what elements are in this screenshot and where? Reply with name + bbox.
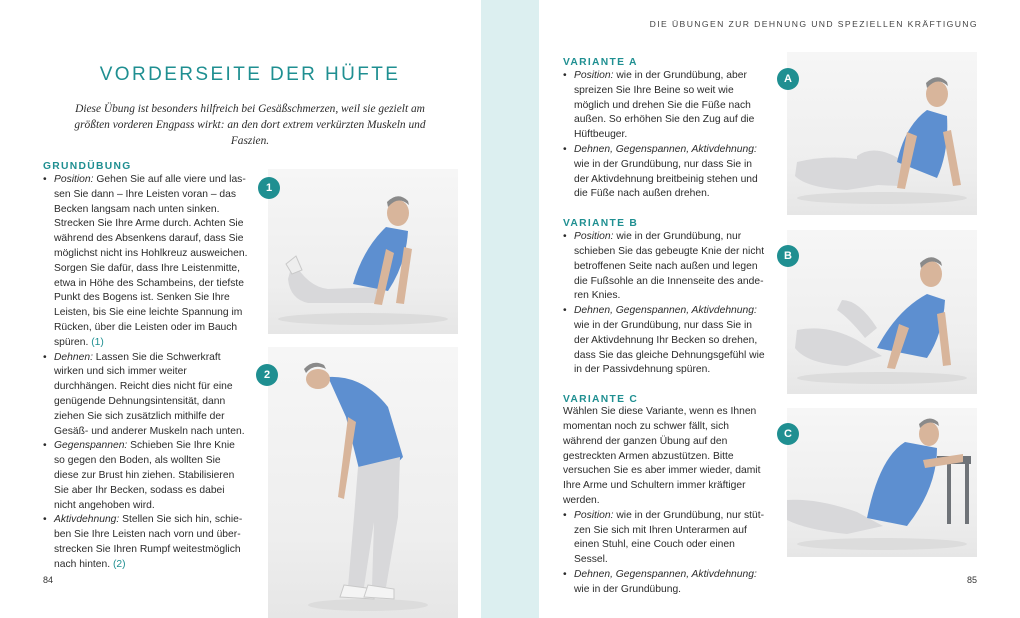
variante-c-intro: Wählen Sie diese Variante, wenn es Ihnen momentan noch zu schwer fällt, sich während der ganzen Übung auf den gestreckten Armen abzustützen. Bitte versuchen Sie es aber immer wieder, damit Ihre Arme und Schultern immer kräftiger werden. — [563, 406, 761, 506]
badge-b: B — [777, 245, 799, 267]
list-item: • Position: Gehen Sie auf alle viere und lassen Sie dann – Ihre Leisten voran – das Becken langsam nach unten sinken. Strecken Sie Ihre Arme durch. Achten Sie während des Absenkens darauf, dass Sie möglichst nicht ins Hohlkreuz ausweichen. Sorgen Sie dafür, dass Ihre Leistenmitte, etwa in Höhe des Schambeins, der tiefste Punkt des Bogens ist. Senken Sie Ihre Leisten, bis Sie eine leichte Spannung im Rücken, über die Leisten oder im Bauch spüren. (1) — [43, 173, 248, 351]
grunduebung-heading: GRUNDÜBUNG — [43, 161, 132, 172]
list-item: • Dehnen, Gegenspannen, Aktivdehnung: wie in der Grundübung, nur dass Sie in der Aktivdehnung breitbeinig stehen und die Füße nach außen drehen. — [563, 143, 768, 202]
variante-a-list — [563, 69, 768, 202]
exercise-figure-variante-b — [787, 230, 977, 394]
badge-a: A — [777, 68, 799, 90]
list-item: • Aktivdehnung: Stellen Sie sich hin, schieben Sie Ihre Leisten nach vorn und überstrecken Sie Ihren Rumpf weitestmöglich nach hinten. (2) — [43, 513, 248, 572]
page-number-left: 84 — [43, 575, 54, 585]
right-column — [563, 57, 768, 598]
photo-variante-b — [787, 230, 977, 394]
photo-variante-c — [787, 408, 977, 557]
badge-c: C — [777, 423, 799, 445]
variante-c-heading: VARIANTE C — [563, 394, 639, 406]
grunduebung-list — [43, 173, 248, 573]
list-item: • Dehnen, Gegenspannen, Aktivdehnung: wie in der Grundübung, nur dass Sie in der Aktivdehnung Ihr Becken so drehen, dass Sie das gleiche Dehnungsgefühl wie in der Passivdehnung spüren. — [563, 304, 768, 378]
list-item: • Dehnen, Gegenspannen, Aktivdehnung: wie in der Grundübung. — [563, 568, 768, 598]
running-head: DIE ÜBUNGEN ZUR DEHNUNG UND SPEZIELLEN KRÄFTIGUNG — [649, 19, 978, 29]
page-gutter — [481, 0, 539, 618]
grunduebung-section — [43, 161, 248, 573]
badge-1: 1 — [258, 177, 280, 199]
badge-2: 2 — [256, 364, 278, 386]
exercise-figure-standing — [268, 347, 458, 618]
exercise-figure-floor — [268, 169, 458, 334]
variante-a-heading: VARIANTE A — [563, 57, 638, 68]
page-title: VORDERSEITE DER HÜFTE — [99, 64, 401, 85]
list-item: • Dehnen: Lassen Sie die Schwerkraft wirken und sich immer weiter durchhängen. Reicht dies nicht für eine genügende Dehnungsintensität, dann ziehen Sie sich zusätzlich mithilfe der Gesäß- und anderer Muskeln nach unten. — [43, 351, 248, 440]
exercise-figure-variante-a — [787, 52, 977, 215]
photo-grunduebung-aktivdehnung — [268, 347, 458, 618]
list-item: • Gegenspannen: Schieben Sie Ihre Knie so gegen den Boden, als wollten Sie diese zur Brust hin ziehen. Stabilisieren Sie aber Ihr Becken, sodass es dabei nicht angehoben wird. — [43, 439, 248, 513]
photo-grunduebung-position — [268, 169, 458, 334]
photo-variante-a — [787, 52, 977, 215]
page-number-right: 85 — [967, 575, 978, 585]
intro-text: Diese Übung ist besonders hilfreich bei Gesäßschmerzen, weil sie gezielt am größten vorderen Engpass wirkt: an den dort extrem verkürzten Muskeln und Faszien. — [74, 103, 426, 147]
variante-c-list — [563, 509, 768, 598]
list-item: • Position: wie in der Grundübung, nur schieben Sie das gebeugte Knie der nicht betroffenen Seite nach außen und legen die Fußsohle an die Innenseite des anderen Knies. — [563, 230, 768, 304]
variante-b-list — [563, 230, 768, 378]
exercise-figure-variante-c — [787, 408, 977, 557]
list-item: • Position: wie in der Grundübung, aber spreizen Sie Ihre Beine so weit wie möglich und drehen Sie die Füße nach außen. So erhöhen Sie den Zug auf die Hüftbeuger. — [563, 69, 768, 143]
variante-b-heading: VARIANTE B — [563, 218, 639, 230]
list-item: • Position: wie in der Grundübung, nur stützen Sie sich mit Ihren Unterarmen auf einen Stuhl, eine Couch oder einen Sessel. — [563, 509, 768, 568]
